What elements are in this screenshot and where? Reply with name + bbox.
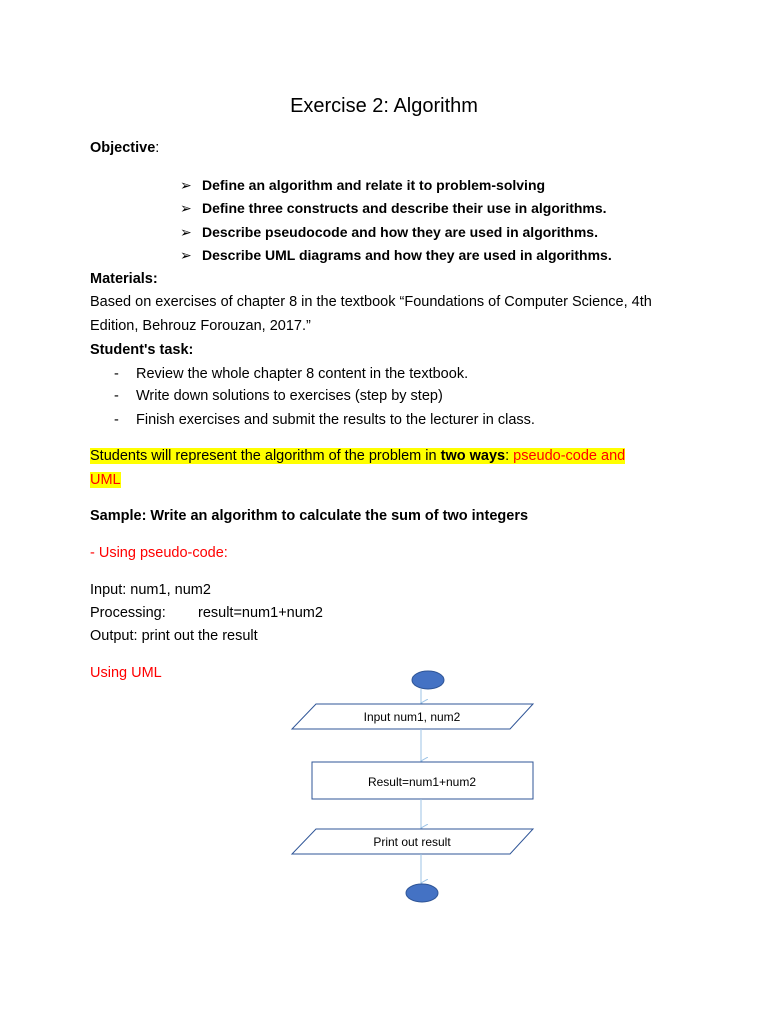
objective-item-2: [180, 200, 607, 217]
dash-bullet: -: [114, 366, 119, 382]
dash-bullet: -: [114, 388, 119, 404]
highlight-line-1: [90, 448, 625, 464]
output-label: Print out result: [373, 835, 451, 849]
objective-heading-text: Objective: [90, 140, 156, 156]
objective-item-text: Define an algorithm and relate it to problem-solving: [202, 177, 546, 193]
start-node: [412, 671, 444, 689]
task-item-3: [90, 412, 535, 428]
page-title: Exercise 2: Algorithm: [290, 95, 478, 117]
highlight-text: Students will represent the algorithm of the problem in: [90, 448, 441, 464]
dash-bullet: -: [114, 412, 119, 428]
materials-heading: Materials:: [90, 271, 158, 287]
task-item-1: [90, 366, 468, 382]
arrow-bullet-icon: ➢: [180, 224, 192, 240]
pseudo-code-heading: - Using pseudo-code:: [90, 545, 228, 561]
objective-item-1: [180, 177, 545, 194]
materials-line-1: Based on exercises of chapter 8 in the textbook “Foundations of Computer Science, 4th: [90, 294, 652, 310]
highlight-red: pseudo-code and: [513, 448, 626, 464]
objective-item-text: Define three constructs and describe their use in algorithms.: [202, 200, 607, 216]
highlight-red-uml: UML: [90, 472, 121, 488]
task-heading: Student's task:: [90, 342, 194, 358]
objective-item-text: Describe UML diagrams and how they are used in algorithms.: [202, 247, 612, 263]
input-label: Input num1, num2: [363, 710, 461, 724]
arrow-bullet-icon: ➢: [180, 200, 192, 216]
objective-item-4: [180, 247, 612, 264]
pseudo-output: Output: print out the result: [90, 628, 258, 644]
task-item-2: [90, 388, 443, 404]
pseudo-processing-value: result=num1+num2: [198, 605, 323, 621]
objective-heading: [90, 140, 159, 156]
highlight-bold: two ways: [440, 448, 506, 464]
uml-heading: Using UML: [90, 665, 162, 681]
arrow-bullet-icon: ➢: [180, 247, 192, 263]
arrow-bullet-icon: ➢: [180, 177, 192, 193]
pseudo-processing-label: Processing:: [90, 605, 166, 621]
sample-heading: Sample: Write an algorithm to calculate the sum of two integers: [90, 508, 529, 524]
objective-item-text: Describe pseudocode and how they are used in algorithms.: [202, 224, 598, 240]
process-label: Result=num1+num2: [367, 775, 477, 789]
pseudo-input: Input: num1, num2: [90, 582, 211, 598]
task-item-text: Review the whole chapter 8 content in the textbook.: [136, 366, 469, 382]
materials-line-2: Edition, Behrouz Forouzan, 2017.”: [90, 318, 311, 334]
uml-flowchart: [280, 665, 545, 915]
task-item-text: Write down solutions to exercises (step by step): [136, 388, 443, 404]
objective-colon: :: [155, 140, 160, 156]
highlight-line-2: [90, 472, 121, 488]
task-item-text: Finish exercises and submit the results to the lecturer in class.: [136, 412, 535, 428]
objective-item-3: [180, 224, 598, 241]
end-node: [406, 884, 438, 902]
highlight-colon: :: [505, 448, 514, 464]
